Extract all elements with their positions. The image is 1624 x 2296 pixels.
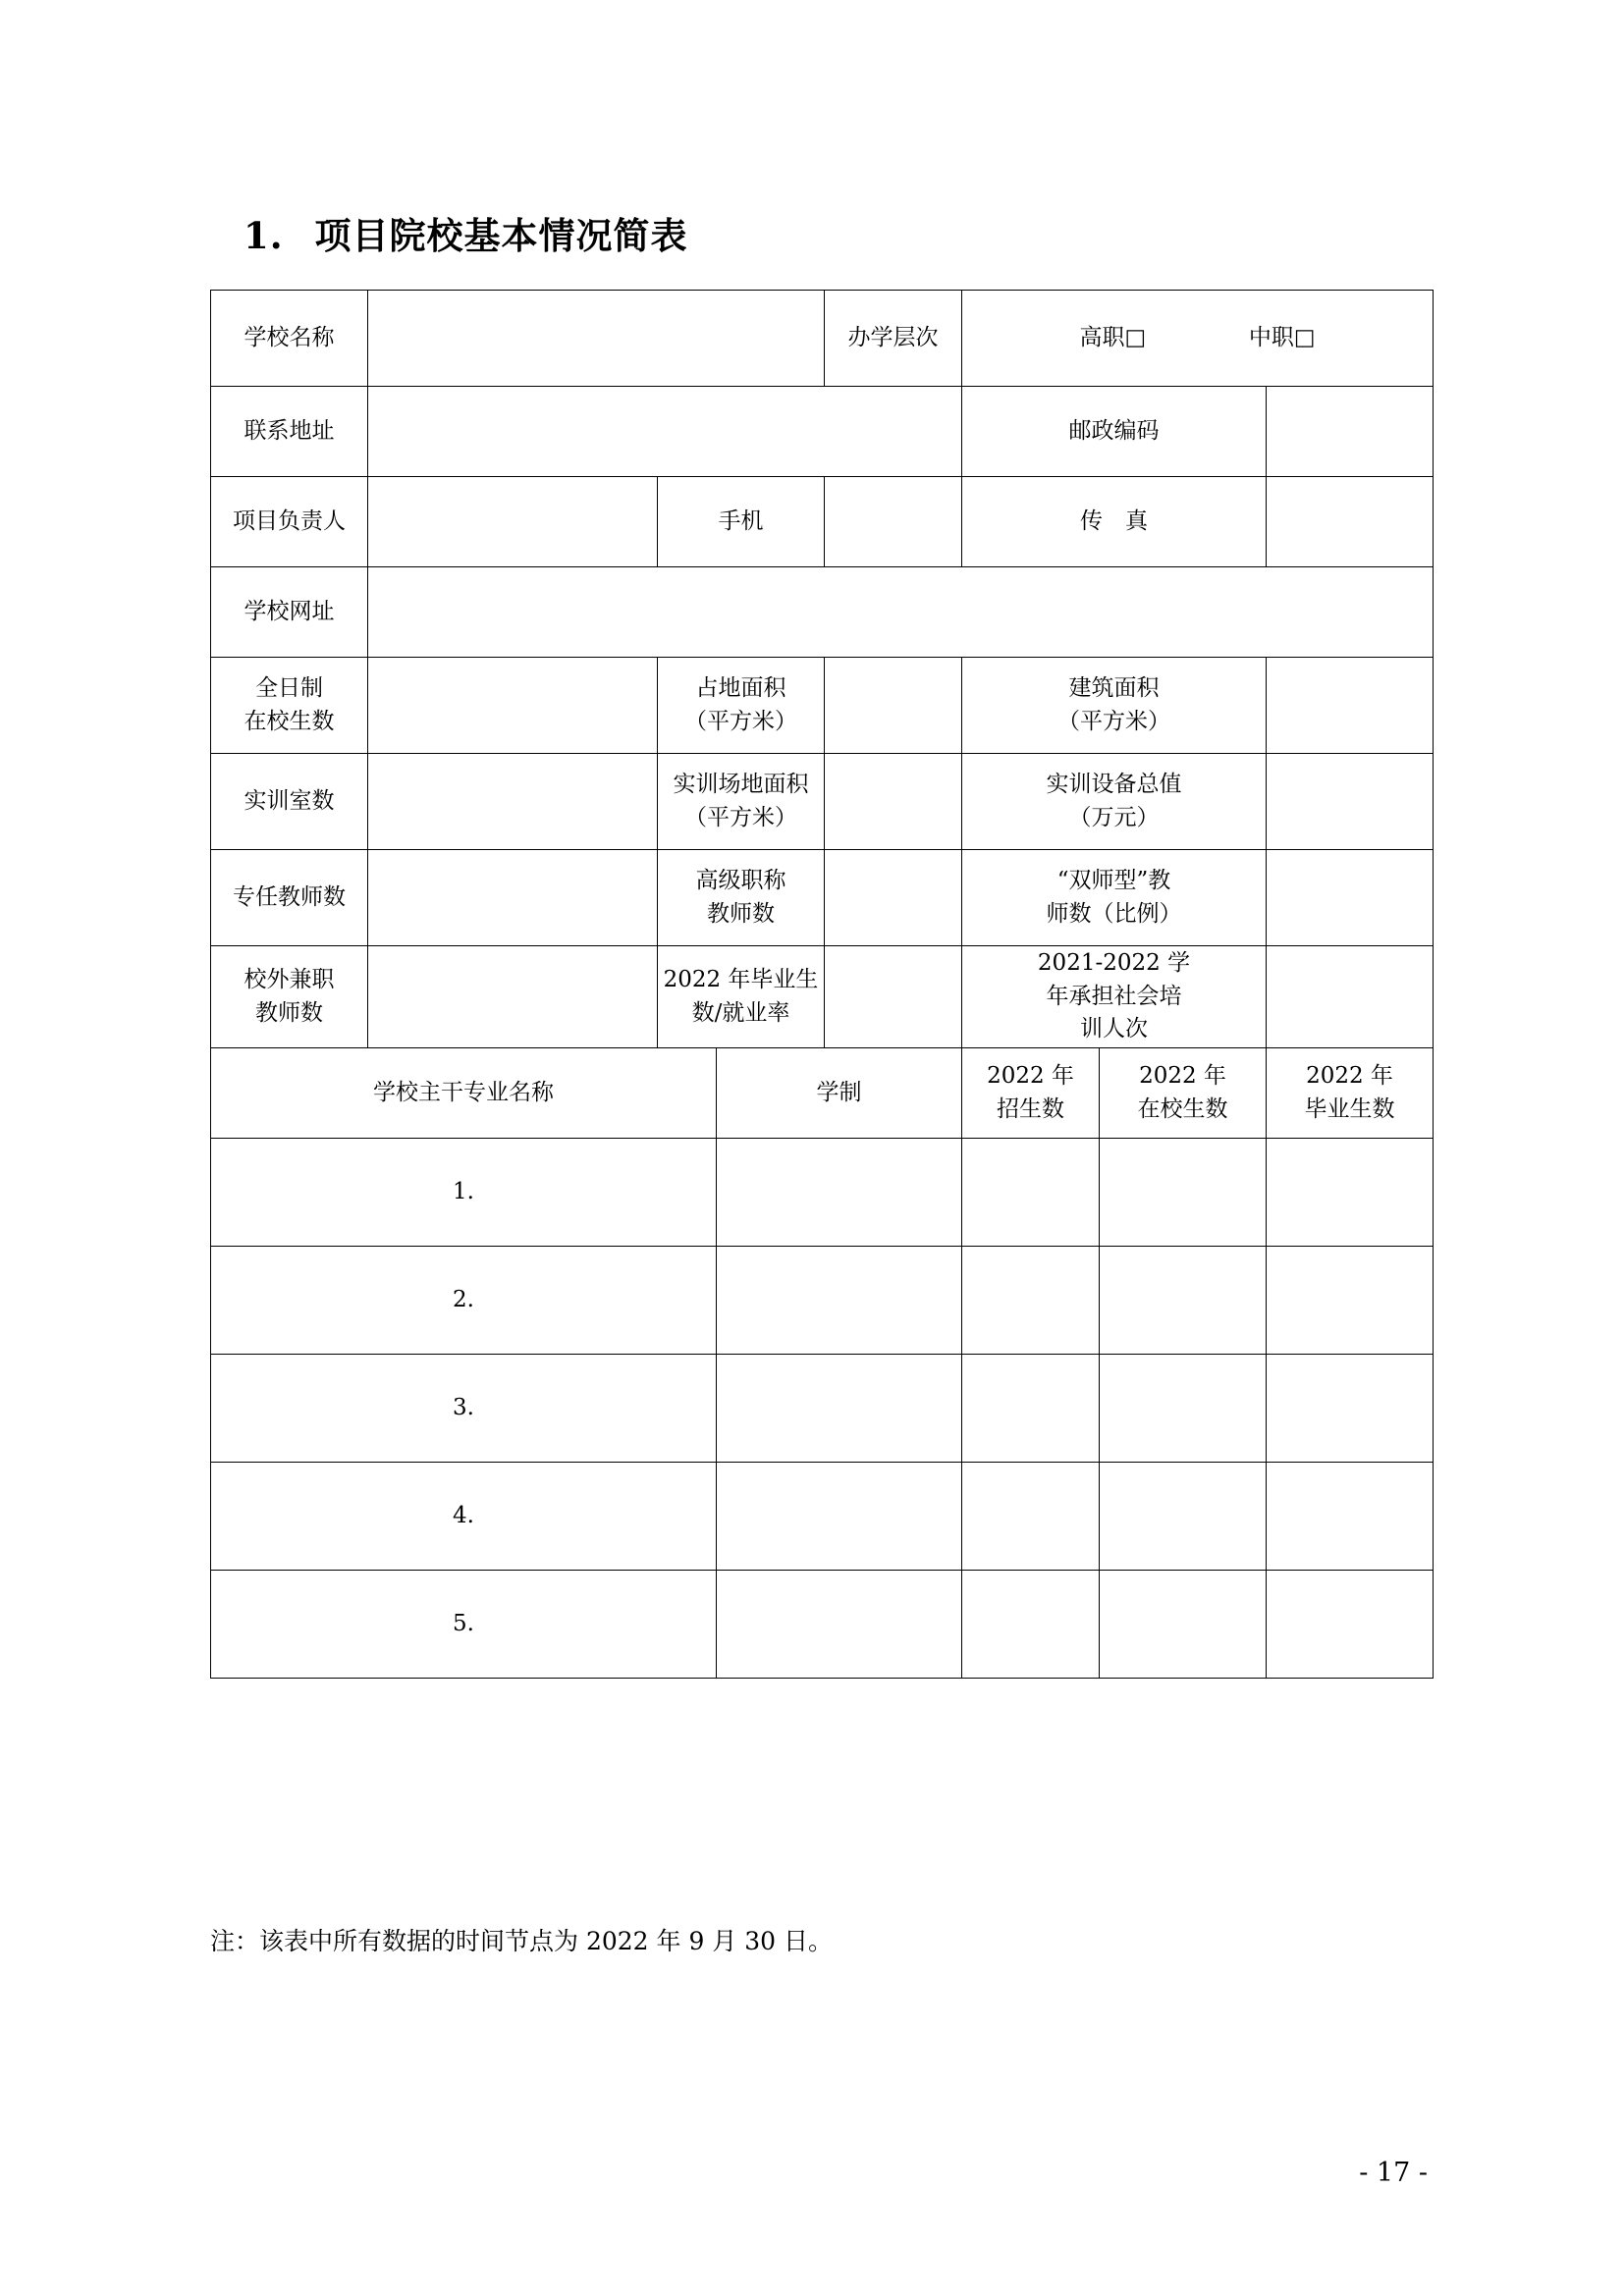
label-training-equipment-value: 实训设备总值 （万元）: [962, 754, 1267, 850]
major-row-3-system[interactable]: [717, 1355, 962, 1463]
header-graduates-2022: 2022 年 毕业生数: [1267, 1048, 1434, 1139]
major-row-1-students[interactable]: [1100, 1139, 1267, 1247]
input-mobile[interactable]: [825, 477, 962, 567]
page-number: - 17 -: [1359, 2158, 1428, 2188]
label-school-level: 办学层次: [825, 291, 962, 387]
label-social-training: 2021-2022 学 年承担社会培 训人次: [962, 946, 1267, 1048]
input-external-parttime-teachers[interactable]: [368, 946, 658, 1048]
major-row-1-graduates[interactable]: [1267, 1139, 1434, 1247]
form-row-website: [211, 567, 1434, 658]
table-row: [211, 1355, 1434, 1463]
label-fulltime-teachers: 专任教师数: [211, 850, 368, 946]
table-row: [211, 1247, 1434, 1355]
major-row-2-students[interactable]: [1100, 1247, 1267, 1355]
major-row-3-enrollment[interactable]: [962, 1355, 1100, 1463]
input-contact-address[interactable]: [368, 387, 962, 477]
label-school-website: 学校网址: [211, 567, 368, 658]
major-row-1-enrollment[interactable]: [962, 1139, 1100, 1247]
input-fax[interactable]: [1267, 477, 1434, 567]
school-level-options: [962, 291, 1434, 387]
checkbox-higher-vocational[interactable]: 高职□: [1079, 324, 1147, 350]
form-row-address: [211, 387, 1434, 477]
input-school-name[interactable]: [368, 291, 825, 387]
label-building-area: 建筑面积 （平方米）: [962, 658, 1267, 754]
major-row-5-enrollment[interactable]: [962, 1571, 1100, 1679]
input-training-room-count[interactable]: [368, 754, 658, 850]
input-social-training[interactable]: [1267, 946, 1434, 1048]
label-dual-qualified-teachers: “双师型”教 师数（比例）: [962, 850, 1267, 946]
form-row-training-rooms: [211, 754, 1434, 850]
form-row-school-name: [211, 291, 1434, 387]
label-fulltime-students: 全日制 在校生数: [211, 658, 368, 754]
input-project-leader[interactable]: [368, 477, 658, 567]
input-graduates-employment[interactable]: [825, 946, 962, 1048]
input-postal-code[interactable]: [1267, 387, 1434, 477]
label-school-name: 学校名称: [211, 291, 368, 387]
major-row-1-system[interactable]: [717, 1139, 962, 1247]
major-row-3-name[interactable]: 3.: [211, 1355, 717, 1463]
input-school-website[interactable]: [368, 567, 1434, 658]
label-land-area: 占地面积 （平方米）: [658, 658, 825, 754]
major-row-4-graduates[interactable]: [1267, 1463, 1434, 1571]
table-row: [211, 1139, 1434, 1247]
input-fulltime-teachers[interactable]: [368, 850, 658, 946]
major-row-2-name[interactable]: 2.: [211, 1247, 717, 1355]
label-external-parttime-teachers: 校外兼职 教师数: [211, 946, 368, 1048]
major-row-3-graduates[interactable]: [1267, 1355, 1434, 1463]
major-row-5-students[interactable]: [1100, 1571, 1267, 1679]
major-row-4-name[interactable]: 4.: [211, 1463, 717, 1571]
form-row-project-leader: [211, 477, 1434, 567]
major-row-5-name[interactable]: 5.: [211, 1571, 717, 1679]
input-fulltime-students[interactable]: [368, 658, 658, 754]
header-major-name: 学校主干专业名称: [211, 1048, 717, 1139]
major-row-4-enrollment[interactable]: [962, 1463, 1100, 1571]
major-row-5-graduates[interactable]: [1267, 1571, 1434, 1679]
label-contact-address: 联系地址: [211, 387, 368, 477]
form-row-parttime-teachers: [211, 946, 1434, 1048]
input-training-area[interactable]: [825, 754, 962, 850]
table-row: [211, 1463, 1434, 1571]
page-title: [244, 206, 688, 259]
page-title-number: 1.: [244, 214, 284, 257]
label-graduates-employment: 2022 年毕业生 数/就业率: [658, 946, 825, 1048]
label-senior-title-teachers: 高级职称 教师数: [658, 850, 825, 946]
major-row-4-students[interactable]: [1100, 1463, 1267, 1571]
checkbox-secondary-vocational[interactable]: 中职□: [1248, 324, 1316, 350]
input-senior-title-teachers[interactable]: [825, 850, 962, 946]
table-row: [211, 1571, 1434, 1679]
header-students-2022: 2022 年 在校生数: [1100, 1048, 1267, 1139]
label-training-room-count: 实训室数: [211, 754, 368, 850]
input-building-area[interactable]: [1267, 658, 1434, 754]
label-training-area: 实训场地面积 （平方米）: [658, 754, 825, 850]
major-row-3-students[interactable]: [1100, 1355, 1267, 1463]
form-note: 注：该表中所有数据的时间节点为 2022 年 9 月 30 日。: [210, 1927, 834, 1955]
major-row-2-system[interactable]: [717, 1247, 962, 1355]
header-school-system: 学制: [717, 1048, 962, 1139]
majors-table-header: [211, 1048, 1434, 1139]
school-info-form: [210, 290, 1434, 1679]
label-mobile: 手机: [658, 477, 825, 567]
form-row-teachers: [211, 850, 1434, 946]
major-row-5-system[interactable]: [717, 1571, 962, 1679]
input-land-area[interactable]: [825, 658, 962, 754]
label-project-leader: 项目负责人: [211, 477, 368, 567]
input-dual-qualified-teachers[interactable]: [1267, 850, 1434, 946]
header-enrollment-2022: 2022 年 招生数: [962, 1048, 1100, 1139]
page-title-text: 项目院校基本情况简表: [314, 214, 688, 257]
form-row-students-area: [211, 658, 1434, 754]
major-row-2-graduates[interactable]: [1267, 1247, 1434, 1355]
label-fax: 传 真: [962, 477, 1267, 567]
label-postal-code: 邮政编码: [962, 387, 1267, 477]
major-row-1-name[interactable]: 1.: [211, 1139, 717, 1247]
major-row-2-enrollment[interactable]: [962, 1247, 1100, 1355]
input-training-equipment-value[interactable]: [1267, 754, 1434, 850]
major-row-4-system[interactable]: [717, 1463, 962, 1571]
